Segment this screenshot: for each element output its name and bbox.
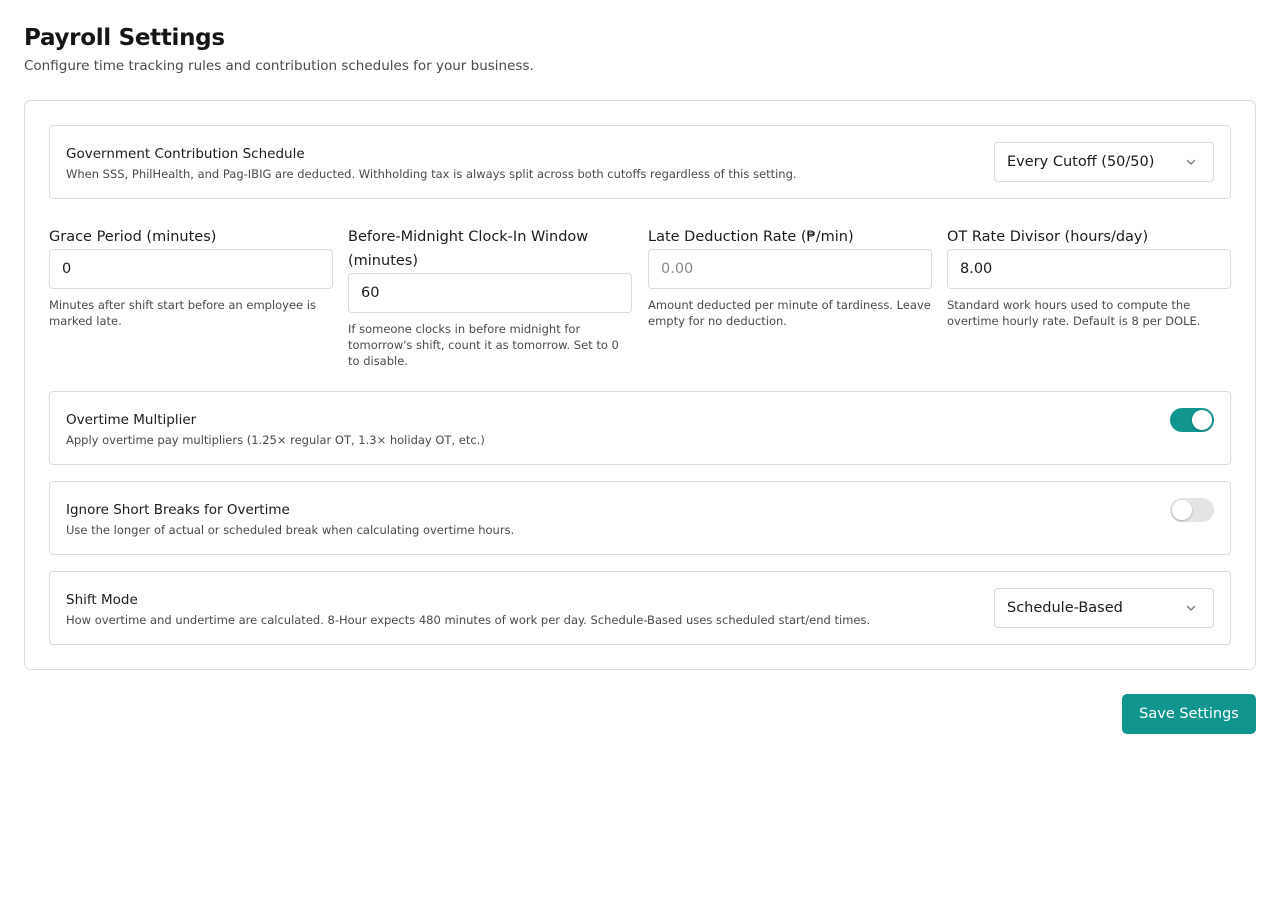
ot-rate-divisor-field bbox=[947, 225, 1231, 329]
overtime-multiplier-description: Apply overtime pay multipliers (1.25× regular OT, 1.3× holiday OT, etc.) bbox=[66, 433, 485, 447]
late-deduction-input[interactable] bbox=[648, 249, 932, 289]
midnight-window-help: If someone clocks in before midnight for tomorrow's shift, count it as tomorrow. Set to 0 to disable. bbox=[348, 322, 619, 368]
midnight-window-input[interactable] bbox=[348, 273, 632, 313]
shift-mode-description: How overtime and undertime are calculated. 8-Hour expects 480 minutes of work per day. Schedule-Based uses scheduled start/end times. bbox=[66, 613, 871, 627]
grace-period-label: Grace Period (minutes) bbox=[49, 229, 217, 245]
toggle-knob bbox=[1192, 410, 1212, 430]
ignore-short-breaks-title: Ignore Short Breaks for Overtime bbox=[66, 502, 290, 518]
ot-rate-divisor-help: Standard work hours used to compute the overtime hourly rate. Default is 8 per DOLE. bbox=[947, 298, 1201, 328]
shift-mode-select[interactable] bbox=[994, 588, 1214, 628]
shift-mode-value: Schedule-Based bbox=[1007, 600, 1123, 616]
ot-rate-divisor-label: OT Rate Divisor (hours/day) bbox=[947, 229, 1149, 245]
overtime-multiplier-title: Overtime Multiplier bbox=[66, 412, 197, 428]
ignore-short-breaks-row bbox=[49, 481, 1231, 555]
overtime-multiplier-row bbox=[49, 391, 1231, 465]
shift-mode-title: Shift Mode bbox=[66, 592, 138, 608]
page-subtitle: Configure time tracking rules and contribution schedules for your business. bbox=[24, 58, 534, 74]
ot-rate-divisor-input[interactable] bbox=[947, 249, 1231, 289]
overtime-multiplier-toggle[interactable] bbox=[1170, 408, 1214, 432]
contribution-schedule-description: When SSS, PhilHealth, and Pag-IBIG are deducted. Withholding tax is always split across both cutoffs regardless of this setting. bbox=[66, 167, 797, 181]
contribution-schedule-select[interactable] bbox=[994, 142, 1214, 182]
grace-period-help: Minutes after shift start before an employee is marked late. bbox=[49, 298, 316, 328]
contribution-schedule-value: Every Cutoff (50/50) bbox=[1007, 154, 1155, 170]
chevron-down-icon bbox=[1185, 156, 1197, 168]
grace-period-field bbox=[49, 225, 333, 329]
grace-period-input[interactable] bbox=[49, 249, 333, 289]
settings-card bbox=[24, 100, 1256, 670]
contribution-schedule-row bbox=[49, 125, 1231, 199]
toggle-knob bbox=[1172, 500, 1192, 520]
late-deduction-field bbox=[648, 225, 932, 329]
late-deduction-label: Late Deduction Rate (₱/min) bbox=[648, 229, 854, 245]
late-deduction-help: Amount deducted per minute of tardiness. Leave empty for no deduction. bbox=[648, 298, 931, 328]
midnight-window-field bbox=[348, 225, 632, 369]
midnight-window-label: Before-Midnight Clock-In Window (minutes) bbox=[348, 229, 589, 269]
chevron-down-icon bbox=[1185, 602, 1197, 614]
contribution-schedule-title: Government Contribution Schedule bbox=[66, 146, 305, 162]
ignore-short-breaks-description: Use the longer of actual or scheduled break when calculating overtime hours. bbox=[66, 523, 515, 537]
page-title: Payroll Settings bbox=[24, 25, 225, 51]
ignore-short-breaks-toggle[interactable] bbox=[1170, 498, 1214, 522]
save-settings-button[interactable]: Save Settings bbox=[1122, 694, 1256, 734]
shift-mode-row bbox=[49, 571, 1231, 645]
